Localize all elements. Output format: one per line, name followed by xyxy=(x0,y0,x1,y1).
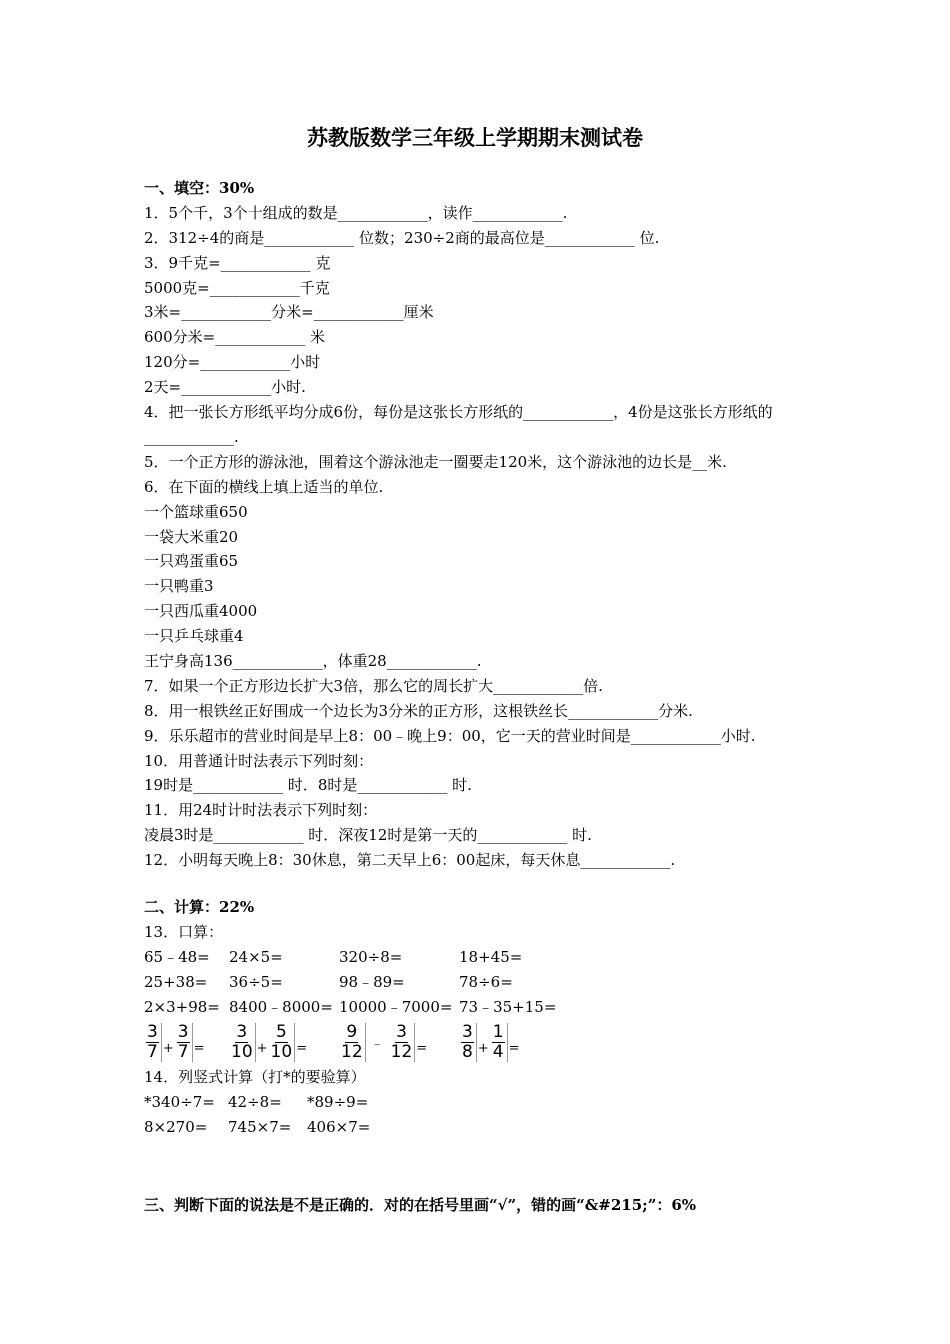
question-line: 120分=____________小时 xyxy=(144,353,321,372)
question-line: 3米=____________分米=____________厘米 xyxy=(144,303,434,322)
question-line: 一只西瓜重4000 xyxy=(144,602,258,621)
question-line: 3．9千克=____________ 克 xyxy=(144,253,331,272)
equals-sign: = xyxy=(416,1040,428,1056)
section-2-heading: 二、计算：22% xyxy=(144,897,255,916)
question-13-label: 13．口算： xyxy=(144,922,224,941)
question-line: 2天=____________小时. xyxy=(144,378,306,397)
fraction xyxy=(389,1023,416,1062)
fraction-numerator: 3 xyxy=(177,1021,189,1042)
question-line: 4．把一张长方形纸平均分成6份，每份是这张长方形纸的____________，4份是这张长方形纸的____________. xyxy=(144,403,773,446)
fraction-denominator: 12 xyxy=(341,1041,363,1062)
question-line: 一只鸡蛋重65 xyxy=(144,552,239,571)
oral-calc-item: 98﹣89= xyxy=(339,972,405,991)
equals-sign: = xyxy=(296,1040,308,1056)
question-line: 王宁身高136____________，体重28____________. xyxy=(144,651,482,670)
question-line: 600分米=____________ 米 xyxy=(144,328,325,347)
question-line: 2．312÷4的商是____________ 位数；230÷2商的最高位是____________ 位. xyxy=(144,228,660,247)
fraction-row xyxy=(144,1019,824,1065)
question-line: 1．5个千，3个十组成的数是____________，读作____________. xyxy=(144,203,568,222)
fraction-denominator: 7 xyxy=(147,1041,158,1062)
vertical-calc-row xyxy=(144,1090,824,1115)
fraction-denominator: 10 xyxy=(270,1041,293,1062)
question-line: 8．用一根铁丝正好围成一个边长为3分米的正方形，这根铁丝长____________分米. xyxy=(144,701,693,720)
fraction-numerator: 9 xyxy=(346,1021,358,1042)
fraction xyxy=(269,1023,296,1062)
section-3-heading: 三、判断下面的说法是不是正确的．对的在括号里画“√”，错的画“&#215;”：6% xyxy=(144,1196,697,1214)
question-line: 一袋大米重20 xyxy=(144,527,239,546)
question-line: 5000克=____________千克 xyxy=(144,278,330,297)
oral-calc-item: 18+45= xyxy=(459,947,523,966)
oral-calc-item: 78÷6= xyxy=(459,972,513,991)
fraction xyxy=(459,1023,477,1062)
question-line: 5．一个正方形的游泳池，围着这个游泳池走一圈要走120米，这个游泳池的边长是__米. xyxy=(144,452,727,471)
fraction-numerator: 1 xyxy=(492,1021,504,1042)
operator: + xyxy=(162,1040,174,1056)
vertical-calc-item: 406×7= xyxy=(307,1118,371,1137)
question-line: 11．用24时计时法表示下列时刻： xyxy=(144,801,378,820)
fraction-numerator: 3 xyxy=(396,1021,407,1042)
fraction-expression xyxy=(229,1023,339,1062)
fraction xyxy=(144,1023,162,1062)
oral-calc-item: 25+38= xyxy=(144,972,208,991)
fraction-expression xyxy=(144,1023,229,1062)
vertical-calc-item: 42÷8= xyxy=(228,1093,282,1112)
oral-calc-item: 2×3+98= xyxy=(144,997,220,1016)
oral-calc-item: 24×5= xyxy=(229,947,283,966)
operator: ﹣ xyxy=(370,1036,384,1052)
operator: + xyxy=(256,1040,268,1056)
question-line: 12．小明每天晚上8：30休息，第二天早上6：00起床，每天休息____________. xyxy=(144,851,676,870)
oral-calc-row xyxy=(144,945,824,970)
fraction xyxy=(229,1023,256,1062)
vertical-calc-item: 745×7= xyxy=(228,1118,292,1137)
question-line: 一个篮球重650 xyxy=(144,502,248,521)
question-line: 9．乐乐超市的营业时间是早上8：00﹣晚上9：00，它一天的营业时间是____________小时. xyxy=(144,726,756,745)
equals-sign: = xyxy=(193,1040,205,1056)
fraction-numerator: 3 xyxy=(236,1021,248,1042)
question-line: 一只乒乓球重4 xyxy=(144,627,244,646)
fraction xyxy=(490,1023,508,1062)
oral-calc-item: 36÷5= xyxy=(229,972,283,991)
fraction-denominator: 10 xyxy=(231,1041,253,1062)
question-line: 一只鸭重3 xyxy=(144,577,214,596)
vertical-calc-row xyxy=(144,1115,824,1140)
fraction-denominator: 4 xyxy=(492,1041,504,1062)
fraction xyxy=(339,1023,366,1062)
equals-sign: = xyxy=(508,1040,520,1056)
fraction-denominator: 12 xyxy=(390,1041,413,1062)
question-line: 凌晨3时是____________ 时．深夜12时是第一天的____________ 时. xyxy=(144,826,592,845)
operator: + xyxy=(477,1040,489,1056)
oral-calc-item: 320÷8= xyxy=(339,947,403,966)
vertical-calc-item: 8×270= xyxy=(144,1118,208,1137)
vertical-calc-item: *340÷7= xyxy=(144,1093,215,1112)
oral-calc-item: 65﹣48= xyxy=(144,947,210,966)
fraction xyxy=(175,1023,193,1062)
oral-calc-item: 10000﹣7000= xyxy=(339,997,453,1016)
page-title: 苏教版数学三年级上学期期末测试卷 xyxy=(307,125,643,150)
vertical-calc-item: *89÷9= xyxy=(307,1093,369,1112)
oral-calc-row xyxy=(144,995,824,1020)
exam-content xyxy=(144,176,824,1140)
fraction-denominator: 8 xyxy=(462,1041,473,1062)
section-1-heading: 一、填空：30% xyxy=(144,179,255,197)
fraction-numerator: 3 xyxy=(462,1021,473,1042)
fraction-numerator: 5 xyxy=(275,1021,287,1042)
question-14-label: 14．列竖式计算（打*的要验算） xyxy=(144,1068,366,1087)
oral-calc-row xyxy=(144,970,824,995)
fraction-expression xyxy=(459,1023,579,1062)
oral-calc-item: 8400﹣8000= xyxy=(229,997,333,1016)
oral-calc-item: 73﹣35+15= xyxy=(459,997,557,1016)
question-line: 6．在下面的横线上填上适当的单位. xyxy=(144,477,384,496)
fraction-expression xyxy=(339,1023,459,1062)
question-line: 10．用普通计时法表示下列时刻： xyxy=(144,751,374,770)
question-line: 19时是____________ 时．8时是____________ 时. xyxy=(144,776,472,795)
fraction-denominator: 7 xyxy=(177,1041,189,1062)
question-line: 7．如果一个正方形边长扩大3倍，那么它的周长扩大____________倍. xyxy=(144,676,603,695)
fraction-numerator: 3 xyxy=(147,1021,158,1042)
